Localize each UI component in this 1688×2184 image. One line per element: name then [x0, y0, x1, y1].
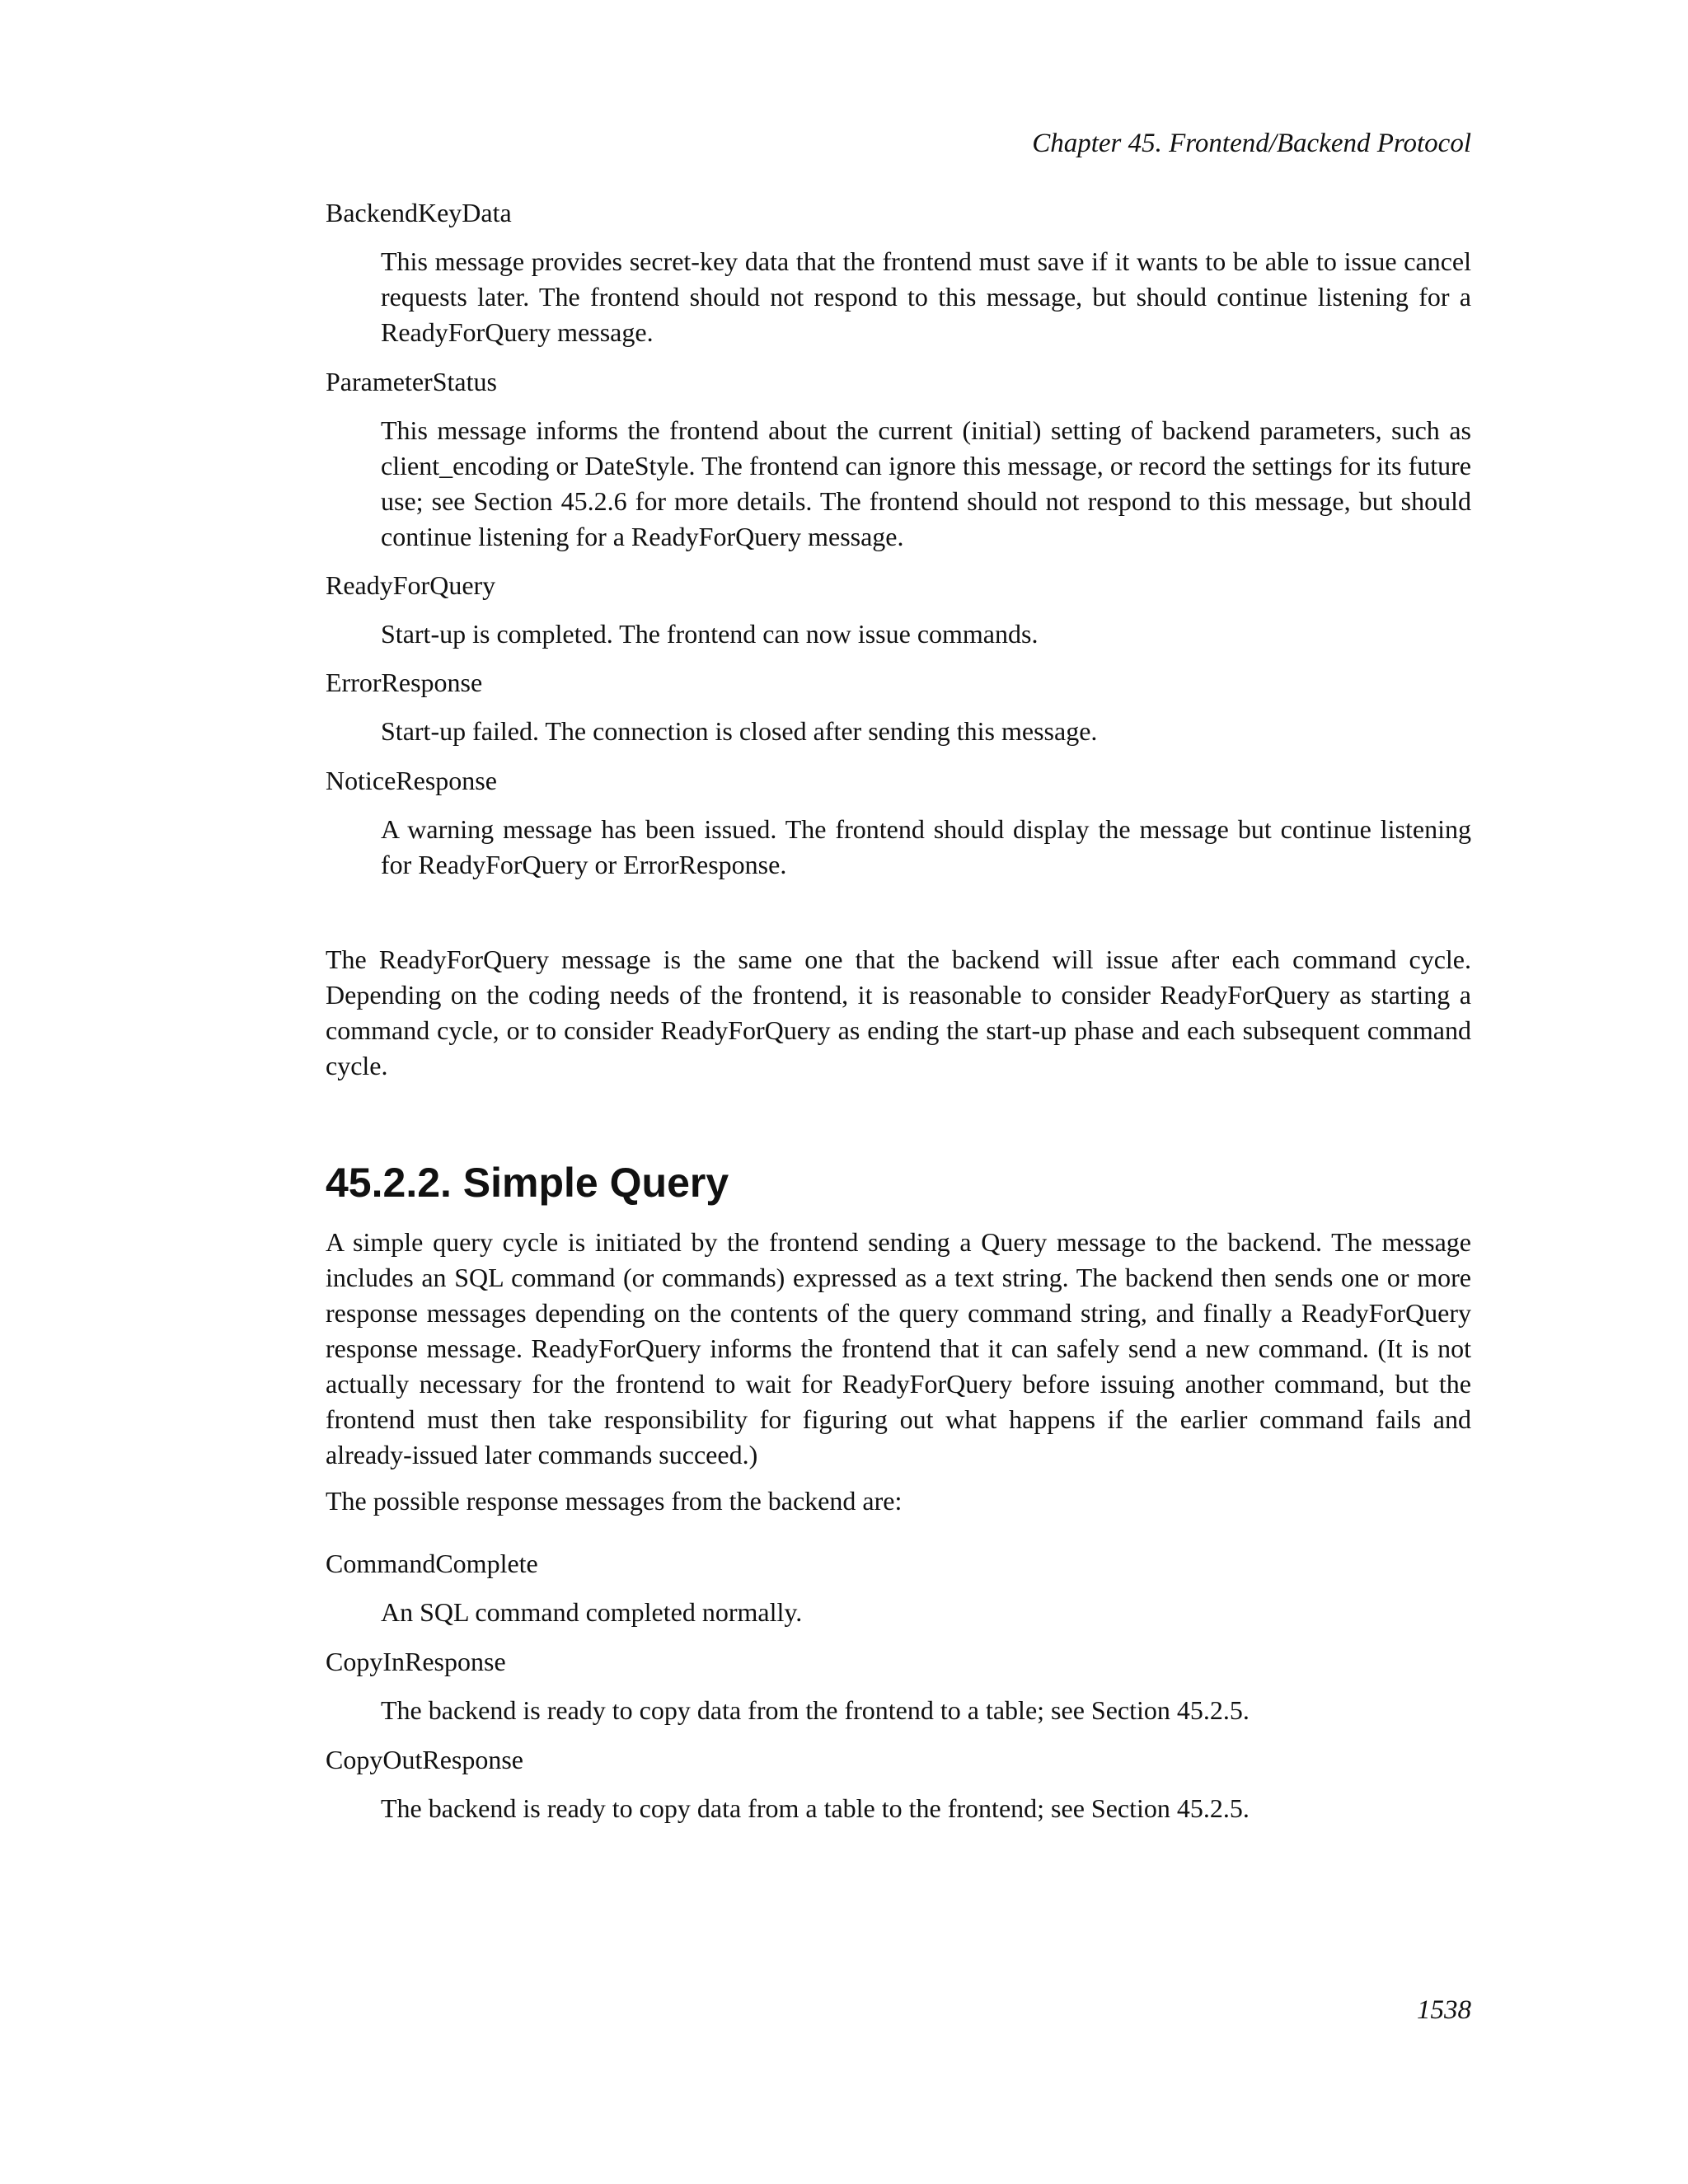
page-number: 1538 — [1417, 1995, 1471, 2025]
section-heading: 45.2.2. Simple Query — [326, 1160, 729, 1206]
message-entry-backendkeydata — [326, 194, 1471, 350]
message-entry-parameterstatus — [326, 363, 1471, 555]
message-term: ReadyForQuery — [326, 570, 496, 600]
response-term: CopyInResponse — [326, 1647, 506, 1676]
section-intro-paragraph: A simple query cycle is initiated by the frontend sending a Query message to the backend. The message includes an SQL command (or commands) expressed as a text string. The backend then sends one or more response messages depending on the contents of the query command string, and finally a ReadyForQuery response message. ReadyForQuery informs the frontend that it can safely send a new command. (It is not actually necessary for the frontend to wait for ReadyForQuery before issuing another command, but the frontend must then take responsibility for figuring out what happens if the earlier command fails and already-issued later commands succeed.) — [326, 1227, 1471, 1469]
response-definition: An SQL command completed normally. — [381, 1597, 803, 1627]
message-definition: Start-up is completed. The frontend can now issue commands. — [381, 619, 1039, 649]
response-list-intro: The possible response messages from the backend are: — [326, 1486, 903, 1516]
message-term: ErrorResponse — [326, 668, 483, 697]
response-entry-copyoutresponse — [326, 1741, 1471, 1826]
message-definition: Start-up failed. The connection is closed after sending this message. — [381, 716, 1098, 746]
response-definition: The backend is ready to copy data from the frontend to a table; see Section 45.2.5. — [381, 1695, 1250, 1725]
message-entry-errorresponse — [326, 664, 1471, 749]
message-term: BackendKeyData — [326, 198, 512, 227]
running-header: Chapter 45. Frontend/Backend Protocol — [1032, 129, 1471, 158]
message-term: NoticeResponse — [326, 766, 497, 795]
message-term: ParameterStatus — [326, 367, 497, 396]
response-entry-commandcomplete — [326, 1545, 1471, 1630]
message-entry-readyforquery — [326, 567, 1471, 652]
response-definition: The backend is ready to copy data from a table to the frontend; see Section 45.2.5. — [381, 1793, 1250, 1823]
response-entry-copyinresponse — [326, 1643, 1471, 1728]
message-definition: This message informs the frontend about the current (initial) setting of backend parameters, such as client_encoding or DateStyle. The frontend can ignore this message, or record the settings for its future use; see Section 45.2.6 for more details. The frontend should not respond to this message, but should continue listening for a ReadyForQuery message. — [381, 415, 1471, 551]
message-definition: This message provides secret-key data that the frontend must save if it wants to be able to issue cancel requests later. The frontend should not respond to this message, but should continue listening for a ReadyForQuery message. — [381, 246, 1471, 347]
response-term: CopyOutResponse — [326, 1745, 523, 1774]
document-page — [326, 0, 1471, 2184]
message-definition: A warning message has been issued. The frontend should display the message but continue listening for ReadyForQuery or ErrorResponse. — [381, 814, 1471, 879]
startup-note-paragraph: The ReadyForQuery message is the same one that the backend will issue after each command cycle. Depending on the coding needs of the frontend, it is reasonable to consider ReadyForQuery as starting a command cycle, or to consider ReadyForQuery as ending the start-up phase and each subsequent command cycle. — [326, 944, 1471, 1080]
response-term: CommandComplete — [326, 1549, 538, 1578]
message-entry-noticeresponse — [326, 762, 1471, 883]
